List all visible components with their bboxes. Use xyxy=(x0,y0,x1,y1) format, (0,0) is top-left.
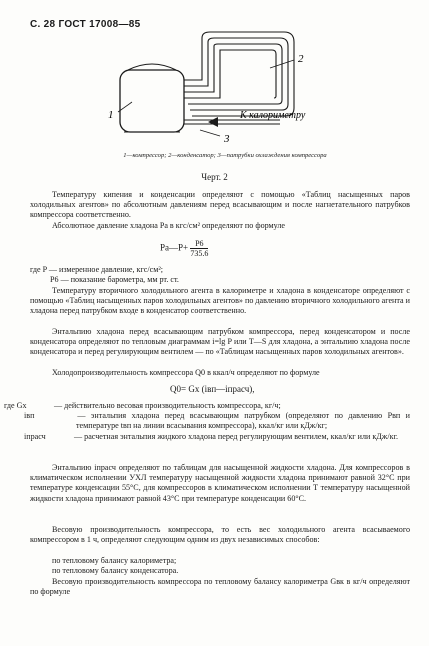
paragraph-6: Энтальпию iпрасч определяют по таблицам для насыщенной жидкости хладона. Для компрессоров в климатическом исполнении УХЛ температуру насыщенной жидкости хладона принимают равной 32°С при температуре конденсации 55°С, для компрессоров в климатическом исполнении Т температуру насыщенной жидкости хладона принимают равной 43°С при температуре конденсации 60°С. xyxy=(30,463,410,503)
compressor-top xyxy=(128,64,176,70)
arrow-label: К калориметру xyxy=(240,110,306,121)
label-1: 1 xyxy=(108,109,114,121)
definition-ga-text: — действительно весовая производительность компрессора, кг/ч; xyxy=(54,401,281,410)
paragraph-7: Весовую производительность компрессора, то есть вес холодильного агента всасываемого компрессором в 1 ч, определяют следующим одним из двух независимых способов: xyxy=(30,525,410,545)
where-line-2: P6 — показание барометра, мм рт. ст. xyxy=(50,275,179,284)
definition-ga xyxy=(4,401,410,411)
label-3: 3 xyxy=(224,133,230,145)
page-header: С. 28 ГОСТ 17008—85 xyxy=(30,19,141,30)
definition-ipr-text: — расчетная энтальпия жидкого хладона перед регулирующим вентилем, ккал/кг или кДж/кг. xyxy=(74,431,398,441)
compressor-shape xyxy=(120,70,184,132)
where-line-1: где P — измеренное давление, кгс/см²; xyxy=(30,265,164,274)
figure-caption: 1—компрессор; 2—конденсатор; 3—патрубки охлаждения компрессора xyxy=(123,152,327,159)
definition-ipr-term: iпрасч xyxy=(24,431,46,441)
formula-q0: Q0= Gx (iвп—iпрасч), xyxy=(170,384,255,394)
label-2: 2 xyxy=(298,53,304,65)
formula-pa-numerator: P6 xyxy=(190,239,208,249)
definition-ga-term: где Gx xyxy=(4,401,27,410)
arrow-head xyxy=(208,117,218,127)
paragraph-3: Температуру вторичного холодильного агента в калориметре и хладона в конденсаторе определяют с помощью «Таблиц насыщенных паров холодильных агентов» по давлению вторичного холодильного агента и хладона перед патрубком входе в конденсатор соответственно. xyxy=(30,286,410,316)
paragraph-8: по тепловому балансу калориметра; xyxy=(52,556,177,565)
formula-pa xyxy=(160,239,208,258)
definition-ivp-term: iвп xyxy=(24,411,35,421)
definition-ivp-text: — энтальпия хладона перед всасывающим патрубком (определяют по давлению Pвп и температуре tвп на линии всасывания компрессора), ккал/кг или кДж/кг; xyxy=(76,411,410,431)
formula-pa-lhs: Pa—P+ xyxy=(160,242,189,253)
compressor-diagram xyxy=(80,20,340,152)
paragraph-2: Абсолютное давление хладона Pa в кгс/см² определяют по формуле xyxy=(52,221,285,230)
condenser-coil xyxy=(184,32,294,116)
formula-pa-fraction xyxy=(190,239,208,258)
definitions xyxy=(4,401,410,442)
paragraph-10: Весовую производительность компрессора по тепловому балансу калориметра Gвк в кг/ч определяют по формуле xyxy=(30,577,410,597)
definition-ipr xyxy=(24,431,410,442)
figure-title: Черт. 2 xyxy=(201,172,228,182)
formula-pa-denominator: 735.6 xyxy=(190,249,209,258)
paragraph-5: Холодопроизводительность компрессора Q0 в ккал/ч определяют по формуле xyxy=(52,368,320,377)
paragraph-1: Температуру кипения и конденсации определяют с помощью «Таблиц насыщенных паров холодильных агентов» по абсолютным давлениям перед всасывающим и после нагнетательного патрубков компрессора соответственно. xyxy=(30,190,410,220)
paragraph-9: по тепловому балансу конденсатора. xyxy=(52,566,179,575)
paragraph-4: Энтальпию хладона перед всасывающим патрубком компрессора, перед конденсатором и после конденсатора определяют по тепловым диаграммам i=lg P или T—S для хладона, а энтальпию хладона после конденсатора и перед регулирующим вентилем — по «Таблицам насыщенных паров холодильных агентов». xyxy=(30,327,410,357)
definition-ivp xyxy=(24,411,410,431)
